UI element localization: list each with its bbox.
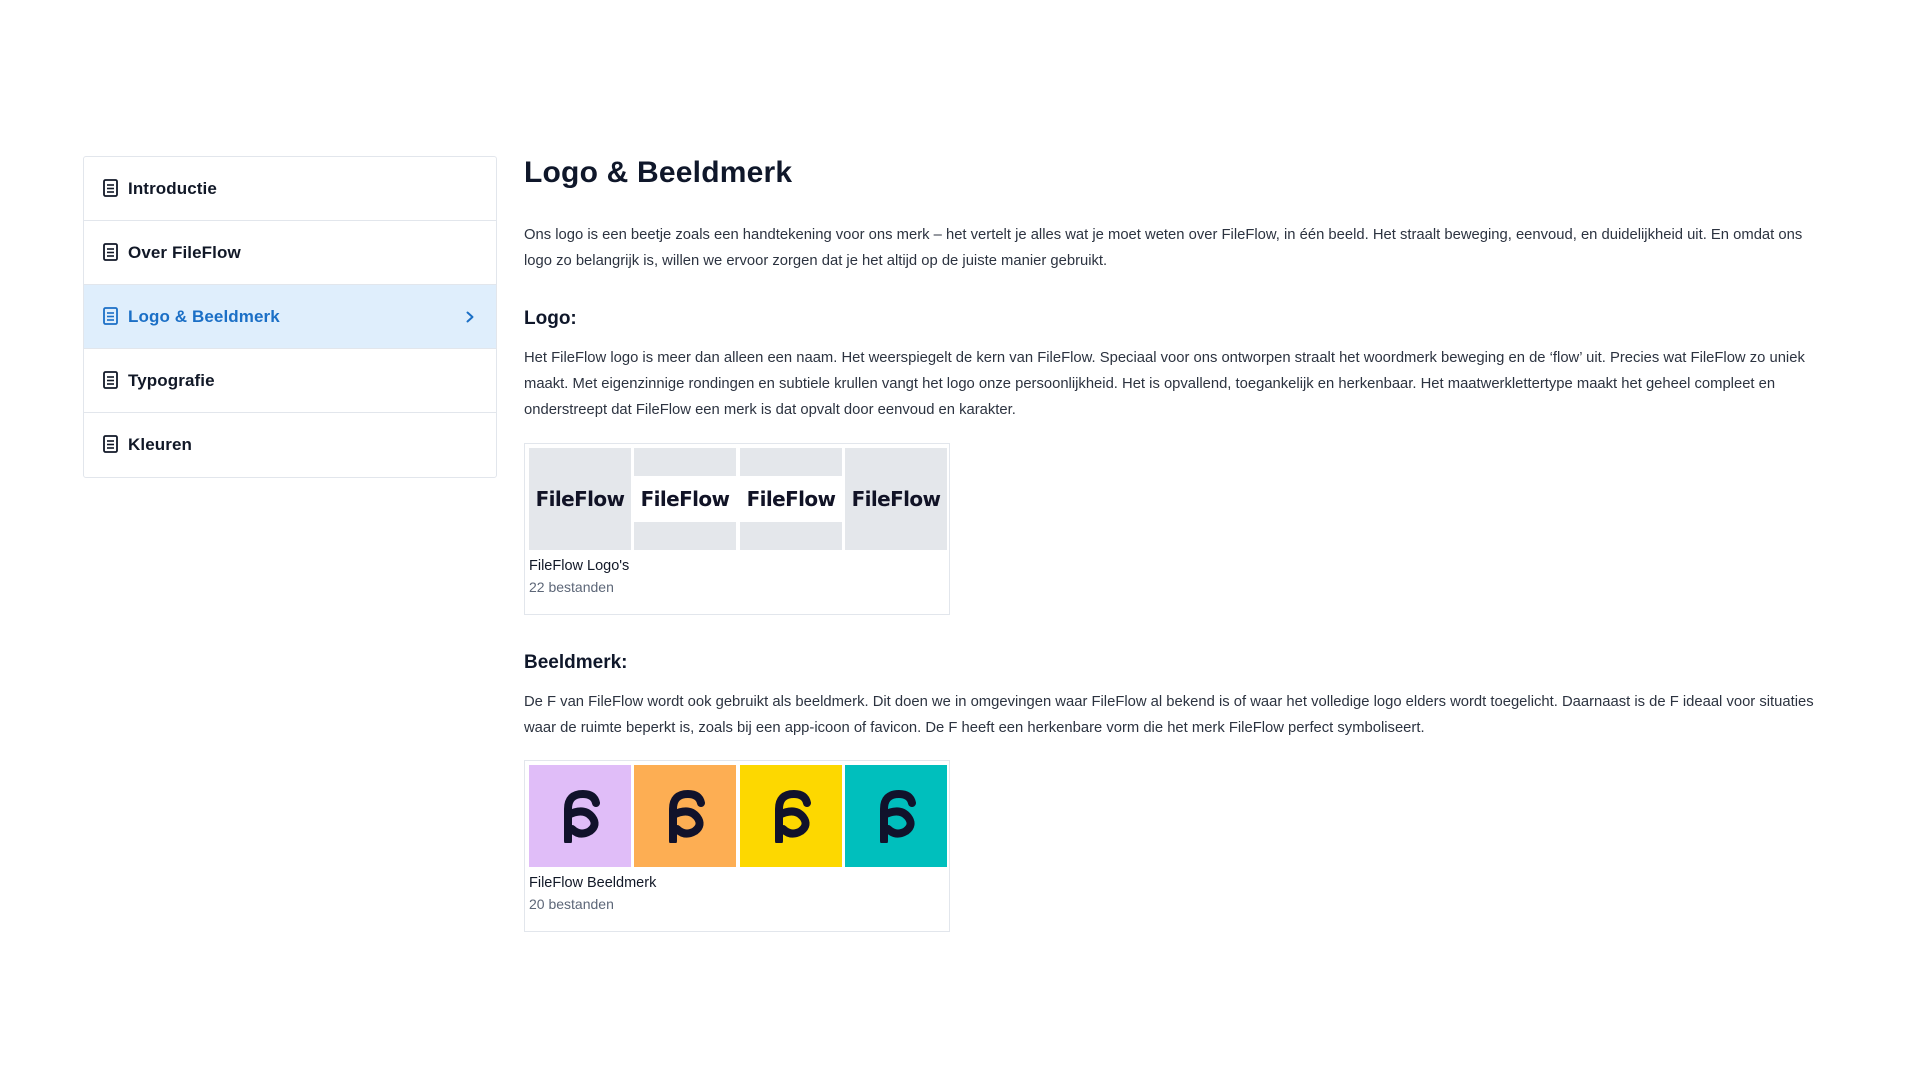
fileflow-f-mark-icon: [558, 789, 602, 843]
document-icon: [103, 243, 118, 261]
fileflow-f-mark-icon: [874, 789, 918, 843]
logo-thumbnail: [845, 448, 947, 550]
fileflow-wordmark: FileFlow: [640, 487, 730, 511]
card-title: FileFlow Beeldmerk: [529, 875, 657, 891]
logo-thumbnails: [529, 448, 947, 550]
sidebar-item-label: Logo & Beeldmerk: [128, 306, 280, 326]
mark-thumbnail: [634, 765, 736, 867]
sidebar-item-label: Kleuren: [128, 435, 192, 454]
main-content: [524, 150, 1824, 423]
logo-asset-card[interactable]: [524, 443, 950, 615]
chevron-right-icon: [464, 310, 476, 324]
fileflow-f-mark-icon: [769, 789, 813, 843]
sidebar-item-kleuren[interactable]: [84, 413, 496, 477]
mark-section-text: De F van FileFlow wordt ook gebruikt als beeldmerk. Dit doen we in omgevingen waar FileFlow al bekend is of waar het volledige logo elders wordt toegelicht. Daarnaast is de F ideaal voor situaties waar de ruimte beperkt is, zoals bij een app-icoon of favicon. De F heeft een herkenbare vorm die het merk FileFlow perfect symboliseert.: [524, 694, 1814, 736]
sidebar-item-over-fileflow[interactable]: [84, 221, 496, 285]
logo-section-heading: Logo:: [524, 308, 577, 329]
sidebar-nav: [83, 156, 497, 478]
document-icon: [103, 435, 118, 453]
document-icon: [103, 307, 118, 325]
mark-section: [524, 652, 1824, 741]
card-title: FileFlow Logo's: [529, 558, 630, 574]
mark-thumbnails: [529, 765, 947, 867]
sidebar-item-label: Typografie: [128, 370, 215, 390]
card-file-count: 22 bestanden: [529, 579, 614, 595]
mark-thumbnail: [529, 765, 631, 867]
fileflow-f-mark-icon: [663, 789, 707, 843]
sidebar-item-introductie[interactable]: [84, 157, 496, 221]
logo-thumbnail: [740, 448, 842, 550]
fileflow-wordmark: FileFlow: [535, 487, 625, 511]
document-icon: [103, 371, 118, 389]
sidebar-item-label: Over FileFlow: [128, 242, 241, 262]
sidebar-item-logo-beeldmerk[interactable]: [84, 285, 496, 349]
fileflow-wordmark: FileFlow: [851, 487, 941, 511]
mark-asset-card[interactable]: [524, 760, 950, 932]
mark-thumbnail: [740, 765, 842, 867]
page-title: Logo & Beeldmerk: [524, 156, 793, 189]
fileflow-wordmark: FileFlow: [746, 487, 836, 511]
logo-thumbnail: [529, 448, 631, 550]
mark-section-heading: Beeldmerk:: [524, 652, 628, 673]
logo-section-text: Het FileFlow logo is meer dan alleen een naam. Het weerspiegelt de kern van FileFlow. Speciaal voor ons ontworpen straalt het woordmerk beweging en de ‘flow’ uit. Precies wat FileFlow zo uniek maakt. Met eigenzinnige rondingen en subtiele krullen vangt het logo onze persoonlijkheid. Het is opvallend, toegankelijk en herkenbaar. Het maatwerklettertype maakt het geheel compleet en onderstreept dat FileFlow een merk is dat opvalt door eenvoud en karakter.: [524, 350, 1805, 418]
sidebar-item-typografie[interactable]: [84, 349, 496, 413]
sidebar-item-label: Introductie: [128, 178, 217, 198]
card-file-count: 20 bestanden: [529, 896, 614, 912]
logo-thumbnail: [634, 448, 736, 550]
mark-thumbnail: [845, 765, 947, 867]
document-icon: [103, 179, 118, 197]
intro-text: Ons logo is een beetje zoals een handtekening voor ons merk – het vertelt je alles wat je moet weten over FileFlow, in één beeld. Het straalt beweging, eenvoud, en duidelijkheid uit. En omdat ons logo zo belangrijk is, willen we ervoor zorgen dat je het altijd op de juiste manier gebruikt.: [524, 227, 1803, 269]
